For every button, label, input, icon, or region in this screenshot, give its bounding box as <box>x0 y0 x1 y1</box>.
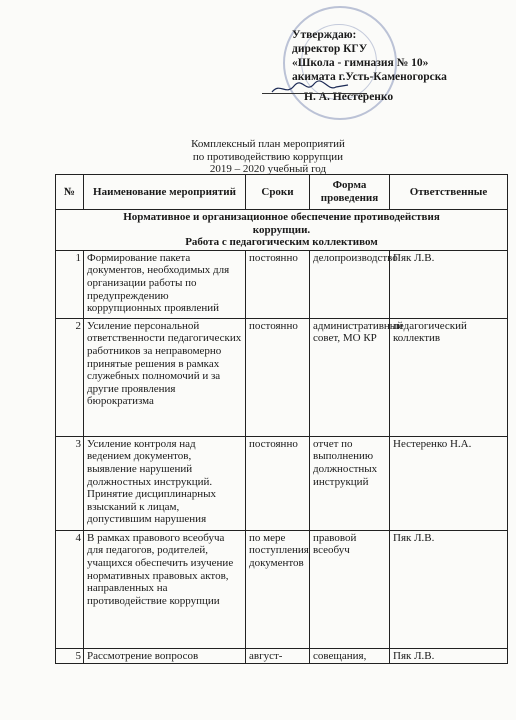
approval-line: акимата г.Усть-Каменогорска <box>292 71 447 83</box>
row-name: Рассмотрение вопросов <box>84 648 246 664</box>
row-name: Формирование пакета документов, необходимых для организации работы по предупреждению коррупционных проявлений <box>84 250 246 318</box>
table-row <box>56 250 508 318</box>
title-line: Комплексный план мероприятий <box>191 138 345 150</box>
table-row <box>56 530 508 648</box>
row-responsible: Пяк Л.В. <box>390 530 508 648</box>
row-responsible: Пяк Л.В. <box>390 250 508 318</box>
table-row <box>56 318 508 436</box>
row-num: 3 <box>56 436 84 530</box>
table-row <box>56 648 508 664</box>
row-term: постоянно <box>246 436 310 530</box>
row-form: отчет по выполнению должностных инструкций <box>310 436 390 530</box>
header-responsible: Ответственные <box>390 175 508 210</box>
row-form: делопроизводство <box>310 250 390 318</box>
row-form: административный совет, МО КР <box>310 318 390 436</box>
row-term: постоянно <box>246 250 310 318</box>
section-title <box>56 210 508 251</box>
row-num: 1 <box>56 250 84 318</box>
approval-signer: Н. А. Нестеренко <box>304 91 394 103</box>
row-num: 5 <box>56 648 84 664</box>
row-name: Усиление персональной ответственности педагогических работников за неправомерно принятые решения в рамках служебных полномочий и за другие проявления бюрократизма <box>84 318 246 436</box>
row-form: совещания, <box>310 648 390 664</box>
section-row <box>56 210 508 251</box>
row-name: Усиление контроля над ведением документов, выявление нарушений должностных инструкций. Принятие дисциплинарных взысканий к лицам, допустившим нарушения <box>84 436 246 530</box>
row-name: В рамках правового всеобуча для педагогов, родителей, учащихся обеспечить изучение нормативных правовых актов, направленных на противодействие коррупции <box>84 530 246 648</box>
table-row <box>56 436 508 530</box>
row-num: 4 <box>56 530 84 648</box>
section-line: Нормативное и организационное обеспечение противодействия <box>123 211 440 223</box>
plan-table <box>55 174 508 664</box>
row-responsible: педагогический коллектив <box>390 318 508 436</box>
title-line: 2019 – 2020 учебный год <box>209 163 327 175</box>
signature-line <box>262 93 367 94</box>
approval-line: «Школа - гимназия № 10» <box>292 57 429 69</box>
row-form: правовой всеобуч <box>310 530 390 648</box>
row-term: постоянно <box>246 318 310 436</box>
document-title <box>0 138 516 176</box>
signature <box>270 78 350 98</box>
table-header-row <box>56 175 508 210</box>
row-term: август- <box>246 648 310 664</box>
header-form: Форма проведения <box>310 175 390 210</box>
section-line: коррупции. <box>252 223 311 236</box>
row-responsible: Пяк Л.В. <box>390 648 508 664</box>
header-num: № <box>56 175 84 210</box>
approval-line: директор КГУ <box>292 43 368 55</box>
header-name: Наименование мероприятий <box>84 175 246 210</box>
row-num: 2 <box>56 318 84 436</box>
row-responsible: Нестеренко Н.А. <box>390 436 508 530</box>
approval-line: Утверждаю: <box>292 29 357 41</box>
section-line: Работа с педагогическим коллективом <box>185 236 378 249</box>
row-term: по мере поступления документов <box>246 530 310 648</box>
title-line: по противодействию коррупции <box>192 150 344 163</box>
header-term: Сроки <box>246 175 310 210</box>
